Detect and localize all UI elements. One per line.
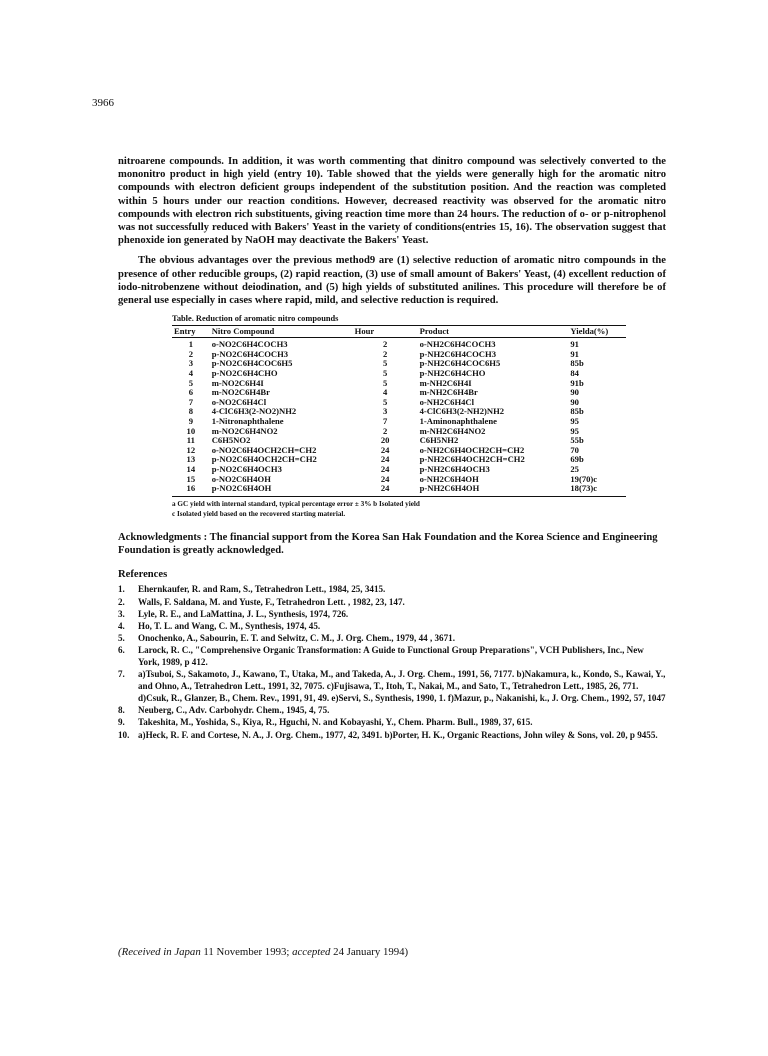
table-caption: Table. Reduction of aromatic nitro compounds: [172, 314, 339, 324]
cell-compound: p-NO2C6H4CHO: [211, 368, 278, 379]
cell-entry: 2: [188, 348, 193, 359]
cell-hour: 7: [382, 415, 388, 426]
cell-yield: 90: [570, 387, 579, 398]
cell-product: 4-ClC6H3(2-NH2)NH2: [419, 406, 505, 417]
acknowledgments-text: : The financial support from the Korea San Hak Foundation and the Korea Science and Engineering Foundation is greatly acknowledged.: [118, 532, 658, 557]
header-hour: Hour: [353, 326, 418, 338]
article-body: [118, 155, 666, 497]
references-list: [118, 583, 666, 740]
reference-text: Larock, R. C., "Comprehensive Organic Transformation: A Guide to Functional Group Preparations", VCH Publishers, Inc., New York, 1989, p 412.: [138, 644, 644, 667]
table-row: [172, 484, 626, 496]
cell-yield: 85b: [570, 406, 584, 417]
accepted-date: 24 January 1994): [330, 946, 409, 958]
cell-entry: 5: [188, 377, 193, 388]
cell-compound: p-NO2C6H4OCH2CH=CH2: [211, 454, 317, 465]
reference-number: 6.: [118, 644, 125, 655]
reference-item: [118, 608, 666, 620]
reference-item: [118, 716, 666, 728]
cell-entry: 3: [188, 358, 193, 369]
cell-hour: 2: [382, 339, 388, 350]
reference-item: [118, 620, 666, 632]
back-matter: [118, 497, 666, 741]
cell-product: p-NH2C6H4CHO: [419, 368, 486, 379]
cell-yield: 91b: [570, 377, 584, 388]
received-prefix: (Received in Japan: [118, 946, 201, 958]
cell-yield: 95: [570, 415, 579, 426]
reference-number: 1.: [118, 584, 125, 595]
cell-entry: 13: [186, 454, 196, 465]
cell-product: p-NH2C6H4OCH3: [419, 463, 490, 474]
cell-product: o-NH2C6H4COCH3: [419, 339, 496, 350]
cell-entry: 12: [186, 444, 196, 455]
reference-item: [118, 704, 666, 716]
cell-compound: 1-Nitronaphthalene: [211, 415, 284, 426]
cell-entry: 14: [186, 463, 196, 474]
cell-hour: 5: [382, 358, 388, 369]
table-footnote: c Isolated yield based on the recovered starting material.: [172, 509, 346, 518]
reference-item: [118, 644, 666, 668]
cell-entry: 15: [186, 473, 196, 484]
acknowledgments: [118, 531, 666, 557]
cell-product: 1-Aminonaphthalene: [419, 415, 497, 426]
reference-text: a)Tsuboi, S., Sakamoto, J., Kawano, T., Utaka, M., and Takeda, A., J. Org. Chem., 1991, 56, 7177. b)Nakamura, k., Kondo, S., Kawai, Y., and Ohno, A., Tetrahedron Lett., 1991, 32, 7075. c)Fujisawa, T., Itoh, T., Nakai, M., and Sato, T., Tetrahedron Lett., 1985, 26, 771. d)Csuk, R., Glanzer, B., Chem. Rev., 1991, 91, 49. e)Servi, S., Synthesis, 1990, 1. f)Mazur, p., Nakanishi, k., J. Org. Chem., 1992, 57, 1047: [138, 669, 666, 704]
table-header-row: [172, 326, 626, 338]
cell-hour: 5: [382, 377, 388, 388]
cell-compound: o-NO2C6H4Cl: [211, 396, 267, 407]
page-number: 3966: [92, 97, 114, 109]
cell-entry: 1: [188, 339, 193, 350]
reference-text: a)Heck, R. F. and Cortese, N. A., J. Org. Chem., 1977, 42, 3491. b)Porter, H. K., Organic Reactions, John wiley & Sons, vol. 20, p 9455.: [138, 729, 658, 740]
reference-text: Ho, T. L. and Wang, C. M., Synthesis, 1974, 45.: [138, 620, 321, 631]
cell-product: p-NH2C6H4OCH2CH=CH2: [419, 454, 525, 465]
cell-yield: 85b: [570, 358, 584, 369]
reference-number: 4.: [118, 620, 125, 631]
acknowledgments-heading: Acknowledgments: [118, 532, 201, 543]
cell-entry: 10: [186, 425, 196, 436]
cell-product: m-NH2C6H4Br: [419, 387, 478, 398]
reference-number: 7.: [118, 669, 125, 680]
cell-yield: 18(73)c: [568, 484, 626, 496]
cell-yield: 91: [570, 348, 579, 359]
cell-hour: 3: [382, 406, 388, 417]
table-footnote: a GC yield with internal standard, typical percentage error ± 3% b Isolated yield: [172, 500, 420, 508]
cell-product: o-NH2C6H4OH: [419, 473, 479, 484]
cell-yield: 55b: [570, 435, 584, 446]
results-table-block: [172, 314, 626, 497]
reference-number: 3.: [118, 608, 125, 619]
cell-yield: 90: [570, 396, 579, 407]
cell-compound: o-NO2C6H4OCH2CH=CH2: [211, 444, 317, 455]
cell-compound: m-NO2C6H4NO2: [211, 425, 278, 436]
received-date: 11 November 1993;: [200, 946, 293, 958]
reference-text: Lyle, R. E., and LaMattina, J. L., Synthesis, 1974, 726.: [138, 608, 349, 619]
cell-yield: 84: [570, 368, 579, 379]
reference-number: 10.: [118, 729, 130, 740]
cell-product: m-NH2C6H4I: [419, 377, 472, 388]
cell-compound: 4-ClC6H3(2-NO2)NH2: [211, 406, 297, 417]
cell-hour: 24: [380, 473, 390, 484]
paragraph-advantages: The obvious advantages over the previous method9 are (1) selective reduction of aromatic nitro compounds in the presence of other reducible groups, (2) rapid reaction, (3) use of small amount of Bakers' Yeast, (4) excellent reduction of iodo-nitrobenzene without deiodination, and (5) high yields of substituted anilines. This procedure will therefore be of general use especially in cases where rapid, mild, and selective reduction is required.: [118, 255, 666, 307]
header-product: Product: [418, 326, 569, 338]
cell-compound: o-NO2C6H4OH: [211, 473, 271, 484]
cell-yield: 70: [570, 444, 579, 455]
reference-text: Takeshita, M., Yoshida, S., Kiya, R., Hguchi, N. and Kobayashi, Y., Chem. Pharm. Bull., 1989, 37, 615.: [138, 717, 533, 728]
cell-hour: 5: [382, 368, 388, 379]
cell-entry: 16: [172, 484, 210, 496]
cell-entry: 11: [186, 435, 195, 446]
reference-text: Walls, F. Saldana, M. and Yuste, F., Tetrahedron Lett. , 1982, 23, 147.: [138, 596, 405, 607]
reference-item: [118, 583, 666, 595]
reference-item: [118, 632, 666, 644]
cell-compound: C6H5NO2: [211, 435, 251, 446]
cell-product: o-NH2C6H4Cl: [419, 396, 475, 407]
cell-entry: 6: [188, 387, 193, 398]
cell-yield: 19(70)c: [570, 473, 598, 484]
reference-text: Onochenko, A., Sabourin, E. T. and Selwitz, C. M., J. Org. Chem., 1979, 44 , 3671.: [138, 632, 455, 643]
cell-hour: 24: [380, 444, 390, 455]
cell-entry: 4: [188, 368, 193, 379]
cell-yield: 69b: [570, 454, 584, 465]
cell-product: p-NH2C6H4COC6H5: [419, 358, 501, 369]
reference-text: Neuberg, C., Adv. Carbohydr. Chem., 1945, 4, 75.: [138, 705, 330, 716]
cell-compound: p-NO2C6H4COCH3: [211, 348, 289, 359]
cell-entry: 8: [188, 406, 193, 417]
cell-compound: m-NO2C6H4I: [211, 377, 264, 388]
reference-item: [118, 729, 666, 741]
reference-item: [118, 668, 666, 704]
reference-number: 8.: [118, 705, 125, 716]
table-body: [172, 338, 626, 497]
reference-item: [118, 596, 666, 608]
cell-compound: p-NO2C6H4COC6H5: [211, 358, 293, 369]
cell-product: p-NH2C6H4OH: [418, 484, 569, 496]
reference-number: 5.: [118, 632, 125, 643]
paragraph-results: nitroarene compounds. In addition, it was worth commenting that dinitro compound was selectively converted to the mononitro product in high yield (entry 10). Table showed that the yields were generally high for the aromatic nitro compounds with electron deficient groups independent of the substitution position. And the reaction was completed within 5 hours under our reaction conditions. However, decreased reactivity was observed for the aromatic nitro compounds with electron rich substituents, giving reaction time more than 24 hours. The reduction of o- or p-nitrophenol was not successfully reduced with Bakers' Yeast in the variety of conditions(entries 15, 16). The observation suggest that phenoxide ion generated by NaOH may deactivate the Bakers' Yeast.: [118, 156, 666, 247]
results-table: [172, 325, 626, 497]
cell-yield: 25: [570, 463, 579, 474]
header-compound: Nitro Compound: [210, 326, 353, 338]
cell-product: m-NH2C6H4NO2: [419, 425, 486, 436]
cell-hour: 4: [382, 387, 388, 398]
reference-text: Ehernkaufer, R. and Ram, S., Tetrahedron Lett., 1984, 25, 3415.: [138, 584, 386, 595]
reference-number: 2.: [118, 596, 125, 607]
reference-number: 9.: [118, 717, 125, 728]
header-yield: Yielda(%): [568, 326, 626, 338]
cell-hour: 24: [380, 463, 390, 474]
cell-yield: 95: [570, 425, 579, 436]
cell-hour: 2: [382, 348, 388, 359]
cell-product: p-NH2C6H4COCH3: [419, 348, 496, 359]
cell-compound: m-NO2C6H4Br: [211, 387, 270, 398]
cell-hour: 2: [382, 425, 388, 436]
cell-compound: p-NO2C6H4OH: [210, 484, 353, 496]
references-heading: References: [118, 569, 168, 581]
cell-hour: 24: [353, 484, 418, 496]
table-row: [172, 338, 626, 350]
accepted-label: accepted: [292, 946, 331, 958]
cell-hour: 20: [380, 435, 390, 446]
cell-entry: 7: [188, 396, 193, 407]
cell-product: o-NH2C6H4OCH2CH=CH2: [419, 444, 525, 455]
cell-compound: p-NO2C6H4OCH3: [211, 463, 282, 474]
table-footnotes: [172, 500, 666, 519]
cell-yield: 91: [570, 339, 579, 350]
cell-product: C6H5NH2: [419, 435, 459, 446]
received-line: [118, 946, 408, 958]
cell-hour: 5: [382, 396, 388, 407]
cell-hour: 24: [380, 454, 390, 465]
cell-compound: o-NO2C6H4COCH3: [211, 339, 288, 350]
header-entry: Entry: [172, 326, 210, 338]
cell-entry: 9: [188, 415, 193, 426]
